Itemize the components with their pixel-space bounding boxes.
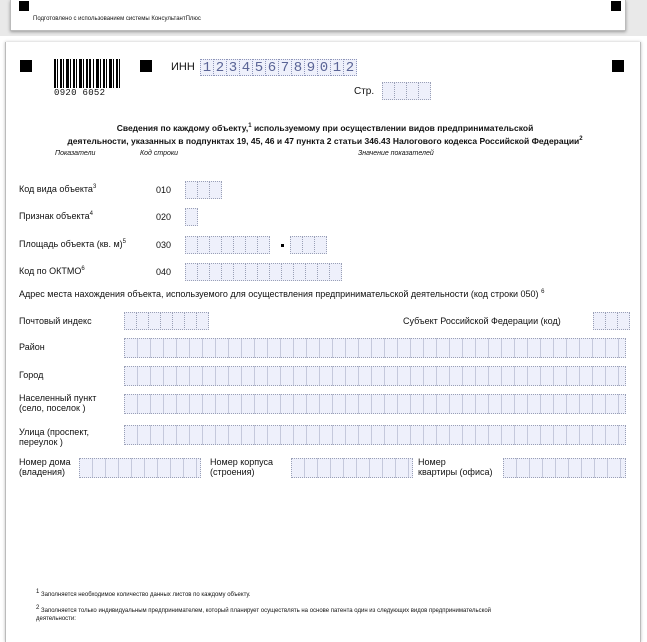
object-area-label: Площадь объекта (кв. м)$^5$ <box>19 239 126 249</box>
house-label: Номер дома (владения) <box>19 457 71 477</box>
street-field[interactable] <box>124 425 626 445</box>
object-area-integer-field[interactable] <box>185 236 269 254</box>
inn-digit-cell: 1 <box>330 59 344 76</box>
barcode-icon <box>54 59 120 90</box>
district-field[interactable] <box>124 338 626 358</box>
corner-marker <box>20 60 32 72</box>
building-field[interactable] <box>291 458 413 478</box>
inn-digit-cell: 8 <box>291 59 305 76</box>
locality-field[interactable] <box>124 394 626 414</box>
inn-digit-cell: 2 <box>343 59 357 76</box>
object-sign-field[interactable] <box>185 208 197 226</box>
object-type-field[interactable] <box>185 181 221 199</box>
footnote-2: 2 Заполняется только индивидуальным предпринимателем, который планирует осуществлять на основе патента один из следующих видов предпринимательской деятельности: <box>36 605 492 622</box>
building-label: Номер корпуса (строения) <box>210 457 274 477</box>
flat-field[interactable] <box>503 458 626 478</box>
object-area-fraction-field[interactable] <box>290 236 326 254</box>
inn-digit-cell: 9 <box>304 59 318 76</box>
postal-code-label: Почтовый индекс <box>19 316 92 326</box>
column-header-indicators: Показатели <box>55 150 96 157</box>
row-code-030: 030 <box>156 240 172 250</box>
address-heading: Адрес места нахождения объекта, используемого для осуществления предпринимательской деятельности (код строки 050) $^6$ <box>19 289 545 299</box>
oktmo-field[interactable] <box>185 263 341 281</box>
region-code-field[interactable] <box>593 312 629 330</box>
column-header-value: Значение показателей <box>358 150 434 157</box>
inn-digit-cell: 5 <box>252 59 266 76</box>
column-header-code: Код строки <box>140 150 179 157</box>
district-label: Район <box>19 342 45 352</box>
page-label: Стр. <box>354 86 375 97</box>
corner-marker <box>611 1 621 11</box>
locality-label: Населенный пункт (село, поселок ) <box>19 393 97 413</box>
barcode-number: 0920 6052 <box>54 88 120 98</box>
inn-digit-cell: 7 <box>278 59 292 76</box>
city-label: Город <box>19 370 44 380</box>
prepared-note: Подготовлено с использованием системы КонсультантПлюс <box>33 16 201 22</box>
row-code-010: 010 <box>156 185 172 195</box>
object-type-label: Код вида объекта$^3$ <box>19 184 97 194</box>
inn-digit-cell: 2 <box>213 59 227 76</box>
page-number-field[interactable] <box>382 82 430 100</box>
corner-marker <box>19 1 29 11</box>
decimal-point <box>281 244 284 247</box>
inn-digit-cell: 0 <box>317 59 331 76</box>
object-sign-label: Признак объекта$^4$ <box>19 211 93 221</box>
row-code-020: 020 <box>156 212 172 222</box>
inn-digit-cell: 4 <box>239 59 253 76</box>
flat-label: Номер квартиры (офиса) <box>418 457 493 477</box>
footnote-1: 1 Заполняется необходимое количество данных листов по каждому объекту. <box>36 589 251 598</box>
inn-field[interactable] <box>200 59 356 76</box>
inn-digit-cell: 3 <box>226 59 240 76</box>
inn-label: ИНН <box>171 61 195 73</box>
form-title: Сведения по каждому объекту,$^1$ используемому при осуществлении видов предпринимательской деятельности, указанных в подпунктах 19, 45, 46 и 47 пункта 2 статьи 346.43 Налогового кодекса Российской Федерации$^2$ <box>67 122 583 146</box>
street-label: Улица (проспект, переулок ) <box>19 427 89 447</box>
house-field[interactable] <box>79 458 201 478</box>
inn-digit-cell: 6 <box>265 59 279 76</box>
oktmo-label: Код по ОКТМО$^6$ <box>19 266 85 276</box>
corner-marker <box>140 60 152 72</box>
region-code-label: Субъект Российской Федерации (код) <box>403 316 561 326</box>
row-code-040: 040 <box>156 267 172 277</box>
corner-marker <box>612 60 624 72</box>
inn-digit-cell: 1 <box>200 59 214 76</box>
postal-code-field[interactable] <box>124 312 208 330</box>
city-field[interactable] <box>124 366 626 386</box>
